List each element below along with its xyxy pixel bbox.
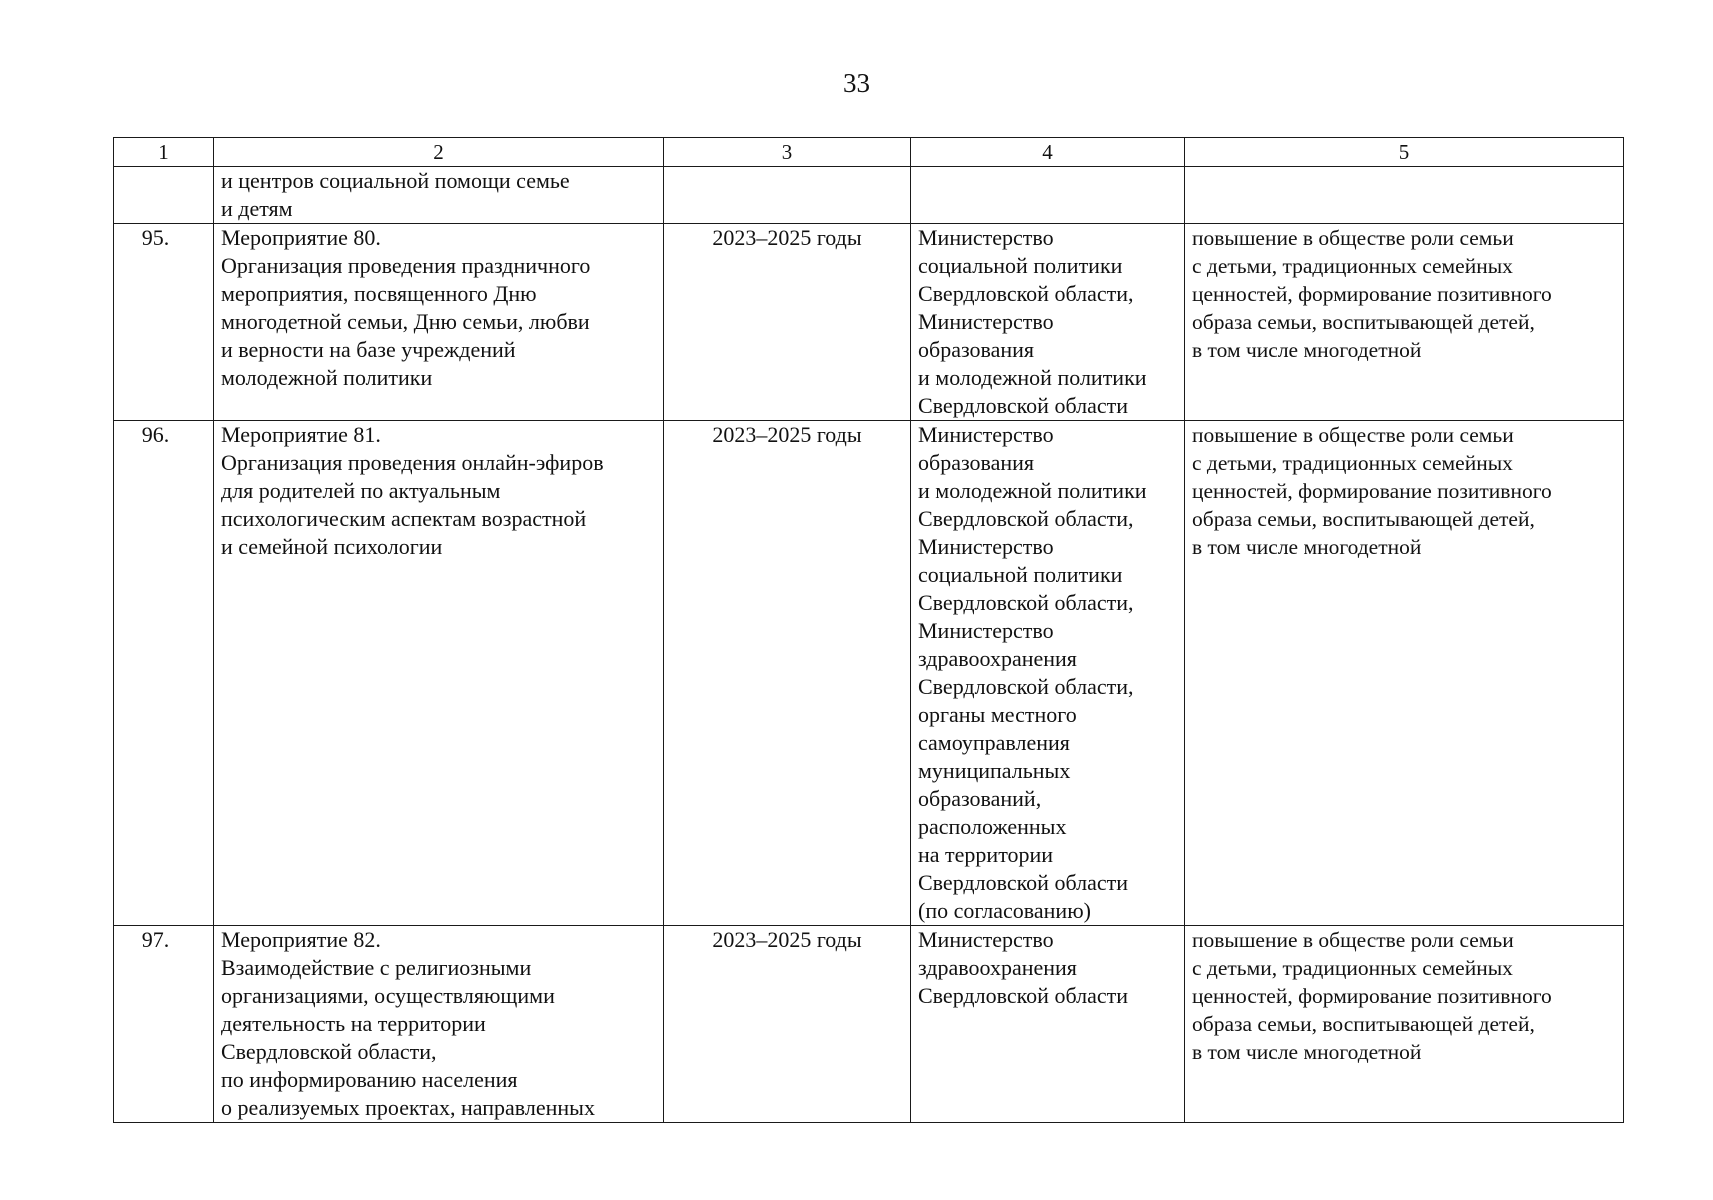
executor-cell: Министерство здравоохранения Свердловской области (911, 926, 1185, 1123)
table-row (114, 224, 1624, 421)
executor-cell (911, 167, 1185, 224)
period-cell: 2023–2025 годы (664, 926, 911, 1123)
header-cell-5: 5 (1185, 138, 1624, 167)
row-number-cell (114, 167, 214, 224)
period-cell: 2023–2025 годы (664, 224, 911, 421)
page-number: 33 (843, 68, 870, 98)
row-number-cell: 97. (114, 926, 214, 1123)
period-cell: 2023–2025 годы (664, 421, 911, 926)
measure-name-cell: Мероприятие 82. Взаимодействие с религиозными организациями, осуществляющими деятельность на территории Свердловской области, по информированию населения о реализуемых проектах, направленных (214, 926, 664, 1123)
header-cell-2: 2 (214, 138, 664, 167)
measure-name-cell: Мероприятие 80. Организация проведения праздничного мероприятия, посвященного Дню многодетной семьи, Дню семьи, любви и верности на базе учреждений молодежной политики (214, 224, 664, 421)
header-cell-1: 1 (114, 138, 214, 167)
row-number-cell: 95. (114, 224, 214, 421)
table-row-continuation (114, 167, 1624, 224)
measure-name-cell: и центров социальной помощи семье и детям (214, 167, 664, 224)
header-cell-4: 4 (911, 138, 1185, 167)
executor-cell: Министерство образования и молодежной политики Свердловской области, Министерство социальной политики Свердловской области, Министерство здравоохранения Свердловской области, органы местного самоуправления муниципальных образований, расположенных на территории Свердловской области (по согласованию) (911, 421, 1185, 926)
table-header-row (114, 138, 1624, 167)
table-row (114, 926, 1624, 1123)
result-cell: повышение в обществе роли семьи с детьми, традиционных семейных ценностей, формирование позитивного образа семьи, воспитывающей детей, в том числе многодетной (1185, 224, 1624, 421)
result-cell (1185, 167, 1624, 224)
period-cell (664, 167, 911, 224)
measures-table (113, 137, 1624, 1123)
row-number-cell: 96. (114, 421, 214, 926)
measure-name-cell: Мероприятие 81. Организация проведения онлайн-эфиров для родителей по актуальным психологическим аспектам возрастной и семейной психологии (214, 421, 664, 926)
table-row (114, 421, 1624, 926)
header-cell-3: 3 (664, 138, 911, 167)
result-cell: повышение в обществе роли семьи с детьми, традиционных семейных ценностей, формирование позитивного образа семьи, воспитывающей детей, в том числе многодетной (1185, 421, 1624, 926)
result-cell: повышение в обществе роли семьи с детьми, традиционных семейных ценностей, формирование позитивного образа семьи, воспитывающей детей, в том числе многодетной (1185, 926, 1624, 1123)
executor-cell: Министерство социальной политики Свердловской области, Министерство образования и молодежной политики Свердловской области (911, 224, 1185, 421)
